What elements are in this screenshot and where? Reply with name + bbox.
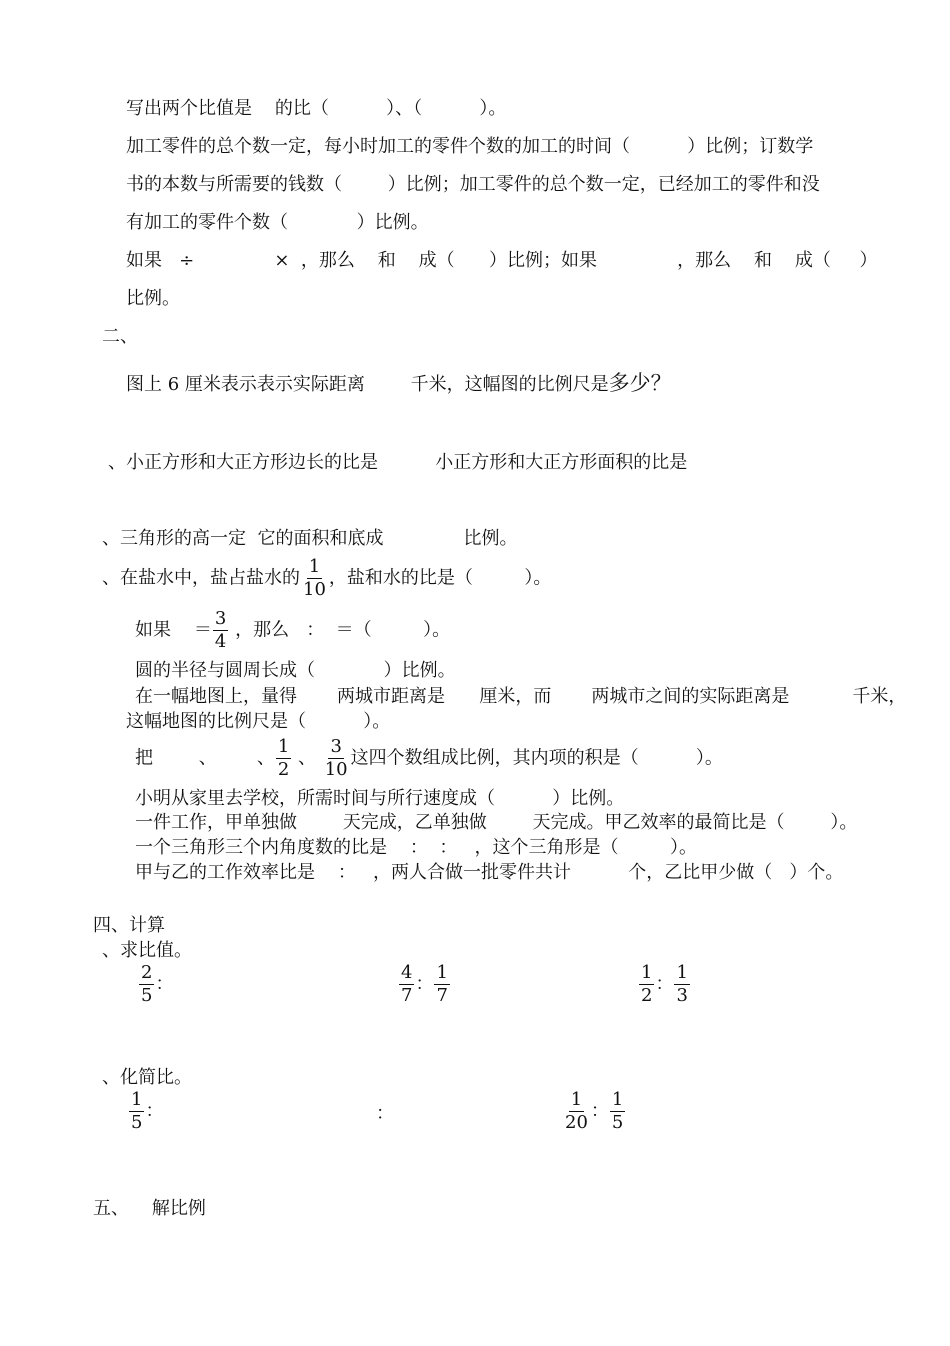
s3-q6-line2: 这幅地图的比例尺是（ ）。 xyxy=(126,711,391,732)
calc2-c-fraction-1 xyxy=(563,1091,590,1132)
fraction-denominator: 4 xyxy=(214,631,227,652)
fraction-numerator: 1 xyxy=(676,962,688,983)
q2-line2: 书的本数与所需要的钱数（ ）比例；加工零件的总个数一定，已经加工的零件和没 xyxy=(126,174,820,195)
ratio-colon: ： xyxy=(590,1100,609,1122)
s3-q7-pre: 把 、 、 xyxy=(135,747,275,769)
calc1-b-fraction-2 xyxy=(434,964,449,1005)
fraction-denominator: 2 xyxy=(641,985,653,1006)
section4-part1-title: 、求比值。 xyxy=(102,940,192,961)
q3-line2: 比例。 xyxy=(126,288,180,309)
s3-q8: 小明从家里去学校，所需时间与所行速度成（ ）比例。 xyxy=(135,788,625,809)
ratio-colon: ： xyxy=(415,973,434,995)
fraction-denominator: 7 xyxy=(436,985,448,1006)
fraction-denominator: 3 xyxy=(676,985,688,1006)
s3-q6-line1: 在一幅地图上，量得 两城市距离是 厘米，而 两城市之间的实际距离是 千米， xyxy=(135,686,907,707)
calc1-c xyxy=(638,964,691,1005)
calc1-a-fraction xyxy=(139,964,154,1005)
fraction-denominator: 2 xyxy=(277,759,290,780)
calc2-c xyxy=(562,1091,626,1132)
s3-q3-pre: 、在盐水中，盐占盐水的 xyxy=(102,567,300,589)
fraction-numerator: 2 xyxy=(141,962,153,983)
section4-header: 四、计算 xyxy=(93,915,165,936)
fraction-numerator: 3 xyxy=(214,608,227,629)
calc1-c-fraction-2 xyxy=(674,964,689,1005)
fraction-denominator: 10 xyxy=(324,759,348,780)
s3-q5: 圆的半径与圆周长成（ ）比例。 xyxy=(135,660,456,681)
fraction-numerator: 1 xyxy=(611,1089,624,1110)
calc2-a-fraction xyxy=(129,1091,144,1132)
s3-q1: 、小正方形和大正方形边长的比是 小正方形和大正方形面积的比是 xyxy=(108,452,688,473)
s3-q3-post: ，盐和水的比是（ ）。 xyxy=(328,567,552,589)
s3-q7 xyxy=(135,738,723,779)
fraction-numerator: 1 xyxy=(308,556,321,577)
fraction-denominator: 5 xyxy=(611,1112,624,1133)
section2-q1 xyxy=(126,372,672,396)
s3-q3-fraction xyxy=(301,558,328,599)
fraction-denominator: 5 xyxy=(141,985,153,1006)
q2-line1: 加工零件的总个数一定，每小时加工的零件个数的加工的时间（ ）比例；订数学 xyxy=(126,136,814,157)
fraction-denominator: 20 xyxy=(565,1112,588,1133)
section2-header: 二、 xyxy=(102,326,138,347)
calc2-b-colon: ： xyxy=(376,1103,394,1124)
fraction-numerator: 1 xyxy=(277,736,290,757)
section4-part2-title: 、化简比。 xyxy=(102,1067,192,1088)
s3-q4-pre: 如果 ＝ xyxy=(135,619,212,641)
s3-q4 xyxy=(135,610,450,651)
ratio-colon: ： xyxy=(655,973,674,995)
q3-line1: 如果 ÷ × ，那么 和 成（ ）比例；如果 ，那么 和 成（ ） xyxy=(126,250,878,271)
s3-q11: 甲与乙的工作效率比是 ： ，两人合做一批零件共计 个，乙比甲少做（ ）个。 xyxy=(135,862,844,883)
calc1-c-fraction-1 xyxy=(639,964,654,1005)
q2-line3: 有加工的零件个数（ ）比例。 xyxy=(126,212,429,233)
fraction-numerator: 1 xyxy=(131,1089,143,1110)
fraction-denominator: 10 xyxy=(303,579,326,600)
s3-q10: 一个三角形三个内角度数的比是 ： ： ，这个三角形是（ ）。 xyxy=(135,837,697,858)
s3-q2: 、三角形的高一定 它的面积和底成 比例。 xyxy=(102,528,518,549)
calc2-a xyxy=(128,1091,163,1132)
calc2-c-fraction-2 xyxy=(610,1091,625,1132)
fraction-numerator: 4 xyxy=(401,962,413,983)
fraction-numerator: 1 xyxy=(570,1089,583,1110)
calc1-b xyxy=(398,964,451,1005)
ratio-colon: ： xyxy=(145,1100,164,1122)
fraction-numerator: 1 xyxy=(436,962,448,983)
section2-q1-emph: 多少？ xyxy=(608,371,672,395)
s3-q7-post: 这四个数组成比例，其内项的积是（ ）。 xyxy=(350,747,723,769)
fraction-denominator: 5 xyxy=(131,1112,143,1133)
fraction-denominator: 7 xyxy=(401,985,413,1006)
calc1-b-fraction-1 xyxy=(399,964,414,1005)
calc1-a xyxy=(138,964,173,1005)
s3-q9: 一件工作，甲单独做 天完成，乙单独做 天完成。甲乙效率的最简比是（ ）。 xyxy=(135,812,858,833)
fraction-numerator: 3 xyxy=(330,736,342,757)
section5-header: 五、 解比例 xyxy=(93,1198,206,1219)
s3-q4-post: ，那么 ： ＝（ ）。 xyxy=(229,619,451,641)
s3-q7-mid: 、 xyxy=(292,747,322,769)
s3-q7-fraction-1 xyxy=(276,738,291,779)
section2-q1-text: 图上 6 厘米表示表示实际距离 千米，这幅图的比例尺是 xyxy=(126,374,609,395)
s3-q7-fraction-2 xyxy=(323,738,350,779)
ratio-colon: ： xyxy=(155,973,174,995)
s3-q4-fraction xyxy=(213,610,228,651)
q1-text: 写出两个比值是 的比（ ）、（ ）。 xyxy=(126,98,507,119)
fraction-numerator: 1 xyxy=(641,962,653,983)
s3-q3 xyxy=(102,558,551,599)
